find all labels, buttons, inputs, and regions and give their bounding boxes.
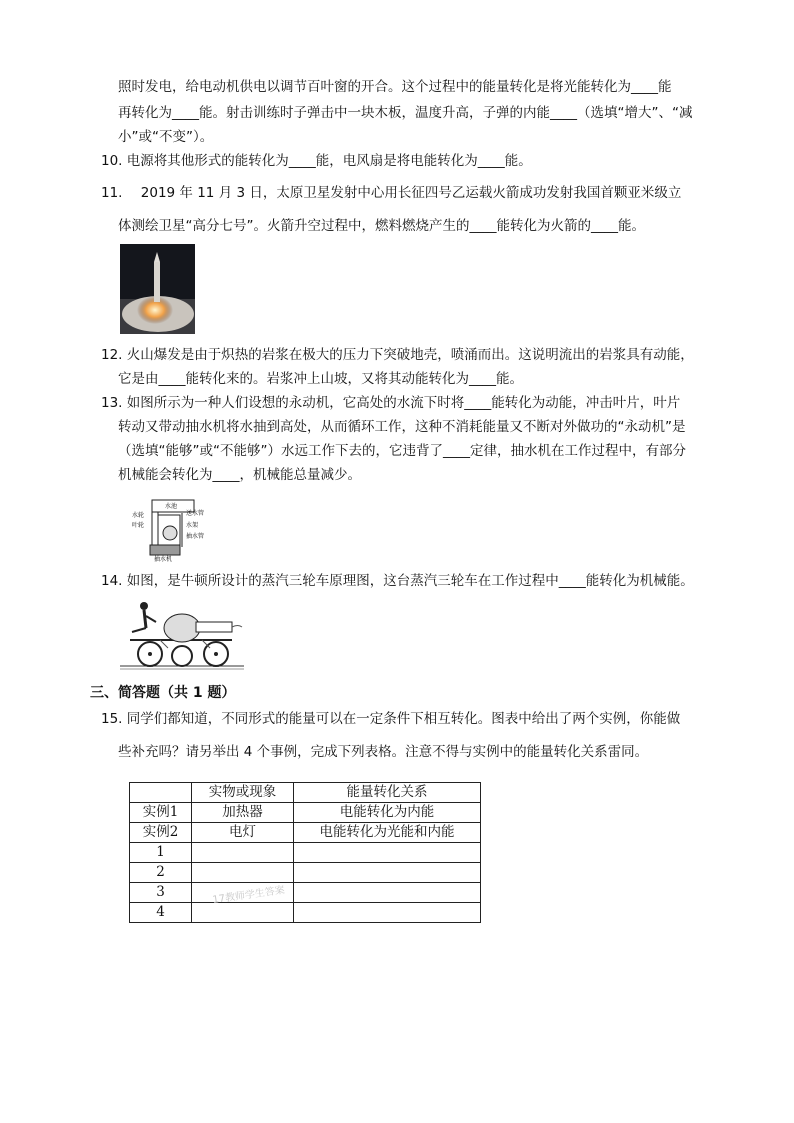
question-text: 同学们都知道，不同形式的能量可以在一定条件下相互转化。图表中给出了两个实例，你能做 bbox=[126, 711, 681, 727]
table-row bbox=[130, 803, 481, 823]
table-cell: 4 bbox=[130, 903, 192, 923]
table-cell: 1 bbox=[130, 843, 192, 863]
label-rack: 水架 bbox=[186, 522, 199, 529]
label-water-wheel: 水轮 bbox=[132, 512, 145, 519]
section-title: 三、简答题（共 1 题） bbox=[90, 685, 236, 701]
table-row bbox=[130, 863, 481, 883]
question-15-line-2: 些补充吗？请另举出 4 个事例，完成下列表格。注意不得与实例中的能量转化关系雷同。 bbox=[118, 744, 649, 760]
steam-tricycle-figure bbox=[120, 596, 244, 672]
question-text: 如图所示为一种人们设想的永动机，它高处的水流下时将____能转化为动能，冲击叶片，叶片 bbox=[126, 395, 681, 411]
table-cell: 加热器 bbox=[192, 803, 294, 823]
question-12-line-1 bbox=[101, 346, 694, 364]
watermark: 17教师学生答案 bbox=[211, 884, 286, 906]
question-text: 2019 年 11 月 3 日，太原卫星发射中心用长征四号乙运载火箭成功发射我国首颗亚米级立 bbox=[140, 185, 682, 201]
table-header-cell bbox=[130, 783, 192, 803]
question-number: 14. bbox=[101, 573, 123, 589]
question-10 bbox=[101, 152, 532, 170]
question-14 bbox=[101, 572, 694, 590]
table-cell[interactable] bbox=[192, 843, 294, 863]
question-number: 15. bbox=[101, 711, 123, 727]
table-cell[interactable] bbox=[192, 903, 294, 923]
table-cell: 3 bbox=[130, 883, 192, 903]
table-header-cell: 能量转化关系 bbox=[294, 783, 481, 803]
question-13-line-1 bbox=[101, 394, 680, 412]
table-cell: 实例2 bbox=[130, 823, 192, 843]
table-cell[interactable] bbox=[294, 843, 481, 863]
table-cell[interactable] bbox=[294, 883, 481, 903]
question-12-line-2: 它是由____能转化来的。岩浆冲上山坡，又将其动能转化为____能。 bbox=[118, 371, 523, 387]
question-text: 电源将其他形式的能转化为____能，电风扇是将电能转化为____能。 bbox=[126, 153, 532, 169]
question-number: 10. bbox=[101, 153, 123, 169]
perpetual-motion-figure bbox=[130, 495, 212, 563]
question-number: 13. bbox=[101, 395, 123, 411]
label-blade: 叶轮 bbox=[132, 522, 145, 529]
table-row bbox=[130, 823, 481, 843]
table-header-cell: 实物或现象 bbox=[192, 783, 294, 803]
q9-line-1: 照时发电，给电动机供电以调节百叶窗的开合。这个过程中的能量转化是将光能转化为____能 bbox=[118, 79, 672, 95]
question-13-line-2: 转动又带动抽水机将水抽到高处，从而循环工作，这种不消耗能量又不断对外做功的“永动机”是 bbox=[118, 419, 686, 435]
q9-line-2: 再转化为____能。射击训练时子弹击中一块木板，温度升高，子弹的内能____（选填“增大”、“减 bbox=[118, 105, 693, 121]
table-cell[interactable] bbox=[192, 863, 294, 883]
table-cell: 电能转化为光能和内能 bbox=[294, 823, 481, 843]
table-cell: 电能转化为内能 bbox=[294, 803, 481, 823]
table-cell: 2 bbox=[130, 863, 192, 883]
table-row bbox=[130, 843, 481, 863]
table-cell[interactable] bbox=[294, 903, 481, 923]
question-11-line-2: 体测绘卫星“高分七号”。火箭升空过程中，燃料燃烧产生的____能转化为火箭的____能。 bbox=[118, 218, 645, 234]
table-cell: 电灯 bbox=[192, 823, 294, 843]
question-text: 如图，是牛顿所设计的蒸汽三轮车原理图，这台蒸汽三轮车在工作过程中____能转化为机械能。 bbox=[126, 573, 694, 589]
label-suction-pipe: 抽水管 bbox=[186, 533, 205, 540]
table-row bbox=[130, 883, 481, 903]
label-outlet-pipe: 送水管 bbox=[186, 510, 205, 517]
question-13-line-4: 机械能会转化为____，机械能总量减少。 bbox=[118, 467, 361, 483]
label-water-pool: 水池 bbox=[165, 503, 178, 510]
q9-line-3: 小”或“不变”）。 bbox=[118, 129, 214, 145]
question-number: 12. bbox=[101, 347, 123, 363]
question-text: 火山爆发是由于炽热的岩浆在极大的压力下突破地壳，喷涌而出。这说明流出的岩浆具有动能， bbox=[126, 347, 694, 363]
question-11-line-1 bbox=[101, 184, 681, 202]
table-row bbox=[130, 903, 481, 923]
table-cell[interactable] bbox=[294, 863, 481, 883]
question-15-line-1 bbox=[101, 710, 680, 728]
table-cell: 实例1 bbox=[130, 803, 192, 823]
table-header-row bbox=[130, 783, 481, 803]
energy-conversion-table bbox=[129, 782, 481, 923]
rocket-launch-image bbox=[120, 244, 195, 334]
question-13-line-3: （选填“能够”或“不能够”）水远工作下去的，它违背了____定律，抽水机在工作过程中，有部分 bbox=[118, 443, 686, 459]
question-number: 11. bbox=[101, 185, 123, 201]
label-pump: 抽水机 bbox=[154, 556, 173, 563]
